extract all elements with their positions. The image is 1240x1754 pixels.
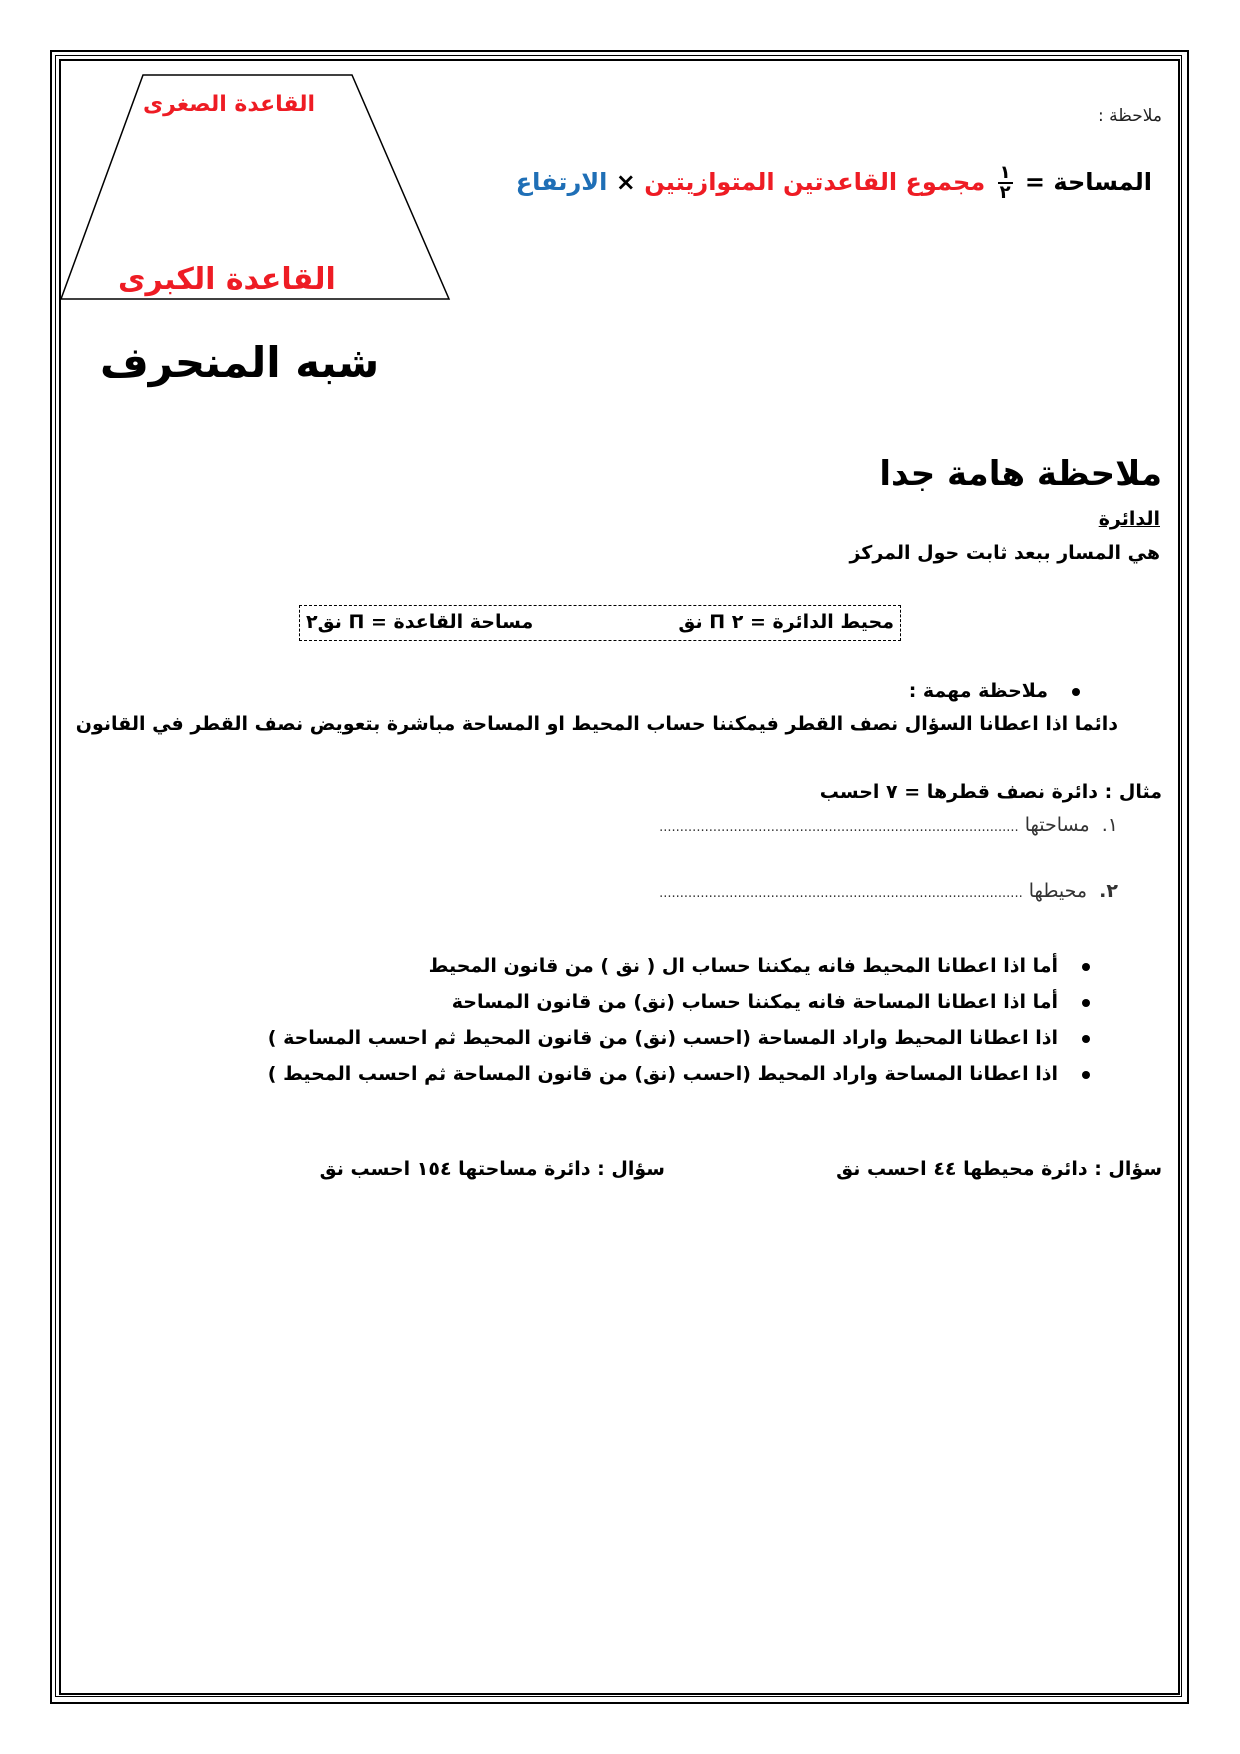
- large-base-label: القاعدة الكبرى: [118, 262, 336, 297]
- circle-term: الدائرة: [1098, 508, 1160, 530]
- trapezoid-title: شبه المنحرف: [100, 338, 380, 387]
- fraction-denominator: ٢: [999, 182, 1011, 203]
- example-item-circumference: [659, 880, 1118, 902]
- item-number: ١.: [1101, 814, 1118, 836]
- item-label: مساحتها: [1024, 814, 1090, 836]
- bullet-icon: [1082, 963, 1090, 971]
- bullet-icon: [1072, 688, 1080, 696]
- one-half-fraction: [998, 164, 1013, 202]
- formula-bases-sum: مجموع القاعدتين المتوازيتين: [644, 168, 986, 196]
- important-note-text: دائما اذا اعطانا السؤال نصف القطر فيمكننا حساب المحيط او المساحة مباشرة بتعويض نصف القطر في القانون: [75, 713, 1118, 735]
- bullet-icon: [1082, 1071, 1090, 1079]
- circle-definition: هي المسار ببعد ثابت حول المركز: [849, 542, 1160, 564]
- circle-formulas-box: [299, 605, 901, 641]
- rules-list: [268, 948, 1090, 1092]
- answer-dots: .......................................................................................: [659, 820, 1019, 835]
- small-base-label: القاعدة الصغرى: [143, 92, 316, 117]
- rule-item: [268, 984, 1090, 1020]
- trapezoid-area-formula: [516, 164, 1152, 202]
- item-number: ٢.: [1099, 880, 1118, 902]
- formula-height: الارتفاع: [515, 168, 608, 196]
- rule-item: [268, 1056, 1090, 1092]
- important-note-label: [909, 680, 1080, 702]
- important-note-label-text: ملاحظة مهمة :: [908, 680, 1048, 702]
- circle-area-formula: مساحة القاعدة = Π نق٢: [306, 611, 534, 633]
- circumference-formula: محيط الدائرة = ٢ Π نق: [678, 611, 894, 633]
- times-sign: ×: [615, 168, 636, 196]
- rule-item: [268, 1020, 1090, 1056]
- answer-dots: ........................................................................................: [659, 886, 1023, 901]
- rule-text: اذا اعطانا المساحة واراد المحيط (احسب (نق) من قانون المساحة ثم احسب المحيط ): [267, 1063, 1058, 1085]
- rule-text: أما اذا اعطانا المساحة فانه يمكننا حساب (نق) من قانون المساحة: [451, 991, 1058, 1013]
- item-label: محيطها: [1028, 880, 1088, 902]
- example-item-area: [659, 814, 1118, 836]
- rule-text: أما اذا اعطانا المحيط فانه يمكننا حساب ال ( نق ) من قانون المحيط: [428, 955, 1058, 977]
- question-circumference: سؤال : دائرة محيطها ٤٤ احسب نق: [836, 1158, 1162, 1180]
- question-area: سؤال : دائرة مساحتها ١٥٤ احسب نق: [319, 1158, 665, 1180]
- fraction-numerator: ١: [999, 162, 1011, 183]
- rule-item: [268, 948, 1090, 984]
- bullet-icon: [1082, 999, 1090, 1007]
- formula-lhs: المساحة =: [1024, 168, 1152, 196]
- example-title: مثال : دائرة نصف قطرها = ٧ احسب: [819, 781, 1162, 803]
- important-heading: ملاحظة هامة جدا: [879, 454, 1162, 494]
- rule-text: اذا اعطانا المحيط واراد المساحة (احسب (نق) من قانون المحيط ثم احسب المساحة ): [267, 1027, 1058, 1049]
- note-label: ملاحظة :: [1098, 106, 1162, 126]
- bullet-icon: [1082, 1035, 1090, 1043]
